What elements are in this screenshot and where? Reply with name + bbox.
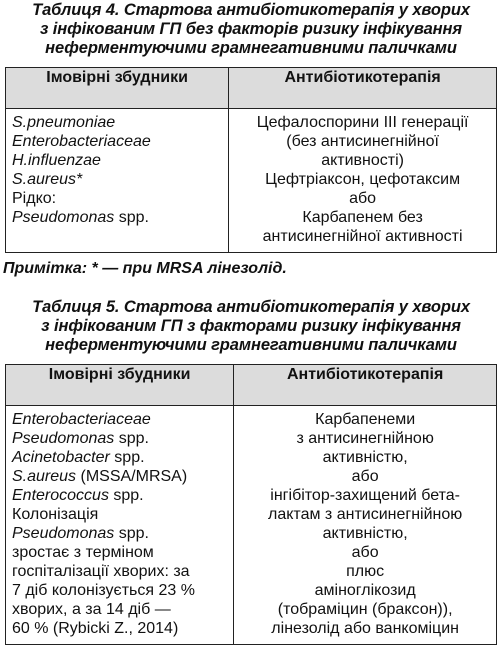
table4-header-pathogens: Імовірні збудники: [6, 68, 229, 109]
table5-pathogens-cell: [6, 406, 234, 645]
therapy-line: активністю,: [322, 449, 408, 466]
therapy-line: з антисинегнійною: [296, 430, 434, 447]
pathogen-item: хворих, а за 14 діб —: [12, 601, 171, 618]
pathogen-item: зростає з терміном: [12, 544, 154, 561]
therapy-line: або: [351, 468, 379, 485]
pathogen-item: Рідко:: [12, 190, 57, 207]
therapy-line: активністю,: [322, 525, 408, 542]
therapy-line: Карбапенем без: [302, 209, 423, 226]
therapy-line: антисинегнійної активності: [262, 228, 463, 245]
table4-header-row: [6, 68, 497, 109]
table4-header-therapy: Антибіотикотерапія: [229, 68, 497, 109]
therapy-line: плюс: [346, 563, 385, 580]
pathogen-item: S.aureus (MSSA/MRSA): [12, 468, 188, 485]
pathogen-item: S.pneumoniae: [12, 114, 116, 131]
pathogen-item: Pseudomonas spp.: [12, 430, 149, 447]
table4-caption-line: неферментуючими грамнегативними паличками: [45, 39, 457, 57]
therapy-line: лактам з антисинегнійною: [268, 506, 463, 523]
pathogen-item: S.aureus*: [12, 171, 83, 188]
table4: [5, 67, 497, 253]
table5-therapy-cell: [234, 406, 497, 645]
therapy-line: (тобраміцин (браксон)),: [277, 601, 453, 618]
pathogen-item: 7 діб колонізується 23 %: [12, 582, 195, 599]
therapy-line: Карбапенеми: [315, 411, 416, 428]
pathogen-item: госпіталізації хворих: за: [12, 563, 190, 580]
pathogen-item: H.influenzae: [12, 152, 101, 169]
table5-header-pathogens: Імовірні збудники: [6, 365, 234, 406]
therapy-line: лінезолід або ванкоміцин: [271, 620, 459, 637]
therapy-line: інгібітор-захищений бета-: [270, 487, 460, 504]
table4-therapy-cell: [229, 109, 497, 253]
pathogen-item: Enterococcus spp.: [12, 487, 144, 504]
table5-body-row: [6, 406, 497, 645]
table4-body-row: [6, 109, 497, 253]
pathogen-item: Acinetobacter spp.: [12, 449, 145, 466]
table5-caption-line: з інфікованим ГП з факторами ризику інфікування: [41, 317, 461, 335]
therapy-line: (без антисинегнійної: [286, 133, 439, 150]
pathogen-item: Enterobacteriaceae: [12, 133, 151, 150]
table4-caption: [0, 0, 502, 58]
table4-note: Примітка: * — при MRSA лінезолід.: [3, 260, 287, 277]
table4-pathogens-cell: [6, 109, 229, 253]
table4-caption-line: з інфікованим ГП без факторів ризику інфікування: [39, 20, 463, 38]
therapy-line: або: [351, 544, 379, 561]
table5-caption-line: неферментуючими грамнегативними паличками: [45, 336, 457, 354]
table5-header-therapy: Антибіотикотерапія: [234, 365, 497, 406]
pathogen-item: Enterobacteriaceae: [12, 411, 151, 428]
pathogen-item: Колонізація: [12, 506, 99, 523]
therapy-line: Цефтріаксон, цефотаксим: [265, 171, 461, 188]
table5-header-row: [6, 365, 497, 406]
table5-caption-line: Таблиця 5. Стартова антибіотикотерапія у хворих: [32, 298, 470, 316]
table4-caption-line: Таблиця 4. Стартова антибіотикотерапія у хворих: [32, 1, 470, 19]
pathogen-item: Pseudomonas spp.: [12, 525, 149, 542]
therapy-line: аміноглікозид: [314, 582, 416, 599]
therapy-line: активності): [321, 152, 404, 169]
pathogen-item: Pseudomonas spp.: [12, 209, 149, 226]
table5-caption: [0, 298, 502, 355]
therapy-line: Цефалоспорини III генерації: [256, 114, 469, 131]
table5: [5, 364, 497, 645]
therapy-line: або: [349, 190, 377, 207]
pathogen-item: 60 % (Rybicki Z., 2014): [12, 620, 179, 637]
